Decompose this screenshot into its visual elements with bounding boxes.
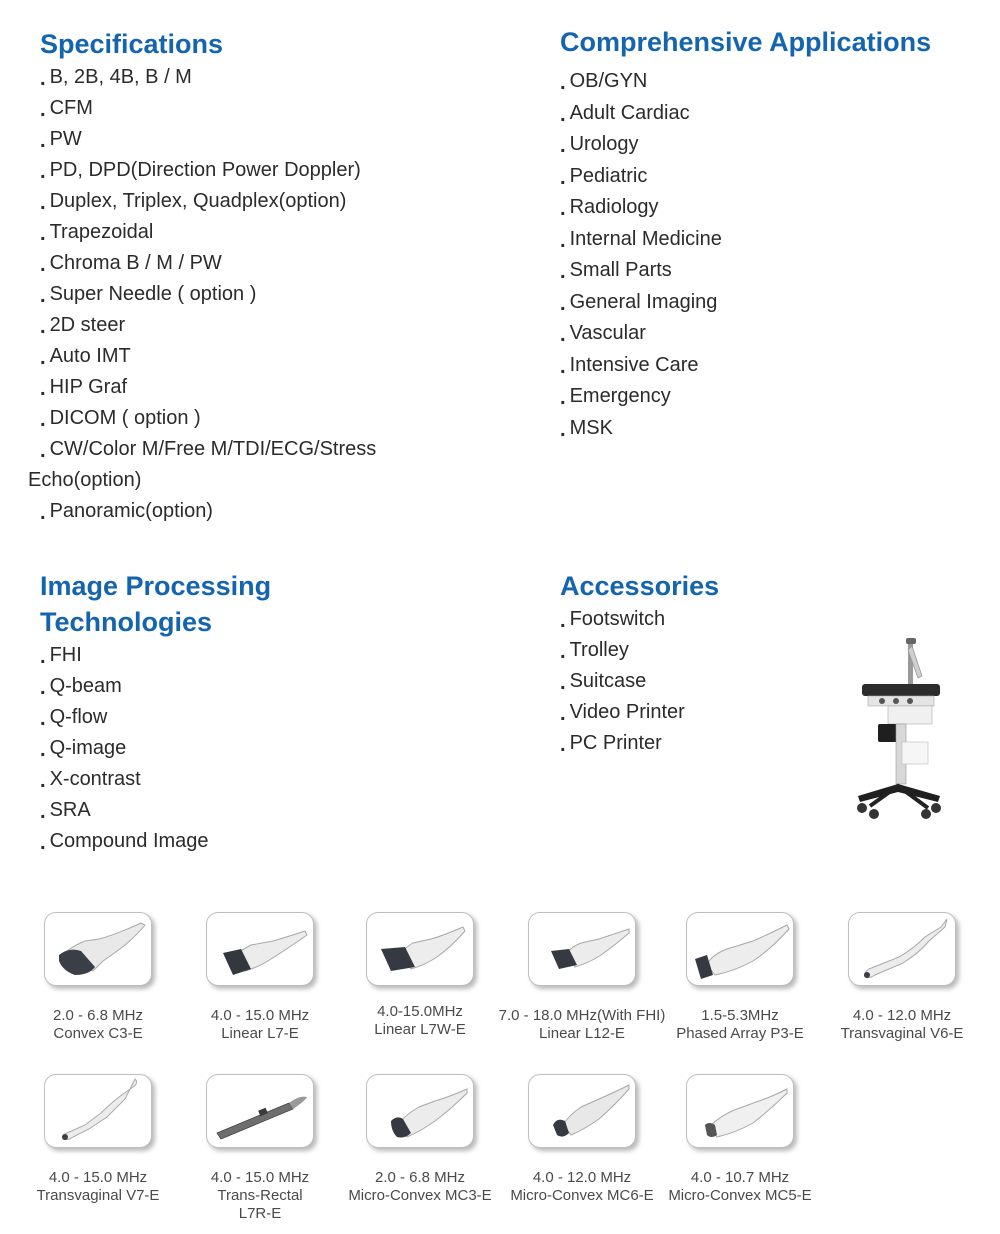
linear-wide-probe-icon bbox=[366, 912, 474, 986]
probe-name: Linear L7W-E bbox=[374, 1021, 466, 1038]
list-item: . Intensive Care bbox=[560, 353, 699, 378]
list-item: . SRA bbox=[40, 799, 91, 823]
probe-card bbox=[335, 1074, 505, 1205]
convex-probe-icon bbox=[44, 912, 152, 986]
list-item: . Vascular bbox=[560, 322, 646, 346]
probe-name: Linear L7-E bbox=[221, 1025, 299, 1042]
applications-section bbox=[560, 24, 980, 444]
specifications-list bbox=[28, 62, 510, 527]
probe-name: Linear L12-E bbox=[539, 1025, 625, 1042]
list-item: . Adult Cardiac bbox=[560, 101, 690, 126]
probe-name: Transvaginal V7-E bbox=[36, 1187, 160, 1204]
micro-convex-probe-icon bbox=[528, 1074, 636, 1148]
transvaginal-probe-icon bbox=[44, 1074, 152, 1148]
probe-frequency: 4.0 - 12.0 MHz bbox=[852, 1007, 952, 1024]
probe-frequency: 2.0 - 6.8 MHz bbox=[52, 1007, 144, 1024]
list-item: . Trapezoidal bbox=[40, 221, 154, 245]
list-item: . Urology bbox=[560, 133, 639, 157]
list-item-continuation: Echo(option) bbox=[28, 469, 142, 491]
probe-card bbox=[497, 1074, 667, 1205]
accessories-title: Accessories bbox=[560, 571, 720, 601]
list-item: . OB/GYN bbox=[560, 70, 648, 94]
list-item: . Suitcase bbox=[560, 670, 647, 694]
list-item: . Chroma B / M / PW bbox=[40, 252, 222, 276]
phased-array-probe-icon bbox=[686, 912, 794, 986]
list-item: . MSK bbox=[560, 416, 613, 441]
list-item: . B, 2B, 4B, B / M bbox=[40, 66, 192, 90]
list-item: . Duplex, Triplex, Quadplex(option) bbox=[40, 190, 347, 214]
list-item: . Video Printer bbox=[560, 701, 685, 725]
probe-name: Phased Array P3-E bbox=[676, 1025, 804, 1042]
probe-frequency: 1.5-5.3MHz bbox=[701, 1007, 779, 1024]
probe-card bbox=[655, 1074, 825, 1205]
image-processing-list bbox=[40, 640, 510, 857]
micro-convex-probe-icon bbox=[366, 1074, 474, 1148]
list-item: . Radiology bbox=[560, 196, 659, 220]
list-item: . PC Printer bbox=[560, 732, 662, 756]
image-processing-title bbox=[40, 568, 510, 640]
image-processing-title-line1: Image Processing bbox=[40, 571, 272, 601]
specifications-title: Specifications bbox=[40, 29, 224, 59]
list-item: . Small Parts bbox=[560, 259, 672, 283]
list-item: . Footswitch bbox=[560, 608, 666, 632]
list-item: . Q-flow bbox=[40, 706, 108, 730]
probe-name: Micro-Convex MC6-E bbox=[510, 1187, 654, 1204]
list-item: . PW bbox=[40, 128, 82, 152]
list-item: . DICOM ( option ) bbox=[40, 407, 201, 431]
probe-name-line2: L7R-E bbox=[238, 1205, 282, 1222]
probe-frequency: 4.0-15.0MHz bbox=[377, 1003, 463, 1020]
specifications-section bbox=[28, 26, 510, 527]
probe-card bbox=[335, 912, 505, 1039]
transrectal-probe-icon bbox=[206, 1074, 314, 1148]
probe-name: Convex C3-E bbox=[53, 1025, 143, 1042]
probe-frequency: 4.0 - 15.0 MHz bbox=[48, 1169, 148, 1186]
probe-frequency: 4.0 - 15.0 MHz bbox=[210, 1169, 310, 1186]
list-item: . Q-image bbox=[40, 737, 127, 761]
probe-name: Micro-Convex MC5-E bbox=[668, 1187, 812, 1204]
list-item: . Compound Image bbox=[40, 830, 209, 854]
probe-frequency: 4.0 - 10.7 MHz bbox=[690, 1169, 790, 1186]
list-item: . HIP Graf bbox=[40, 376, 127, 400]
linear-probe-icon bbox=[528, 912, 636, 986]
probe-name: Micro-Convex MC3-E bbox=[348, 1187, 492, 1204]
list-item: . Super Needle ( option ) bbox=[40, 283, 257, 307]
list-item: . CW/Color M/Free M/TDI/ECG/Stress Echo(option) bbox=[40, 434, 510, 496]
list-item: . Emergency bbox=[560, 385, 671, 409]
applications-title: Comprehensive Applications bbox=[560, 27, 932, 57]
list-item: . General Imaging bbox=[560, 290, 718, 315]
list-item: . Trolley bbox=[560, 639, 629, 663]
transvaginal-probe-icon bbox=[848, 912, 956, 986]
list-item: . X-contrast bbox=[40, 768, 141, 792]
probe-card bbox=[497, 912, 667, 1043]
list-item: . FHI bbox=[40, 644, 82, 668]
probe-frequency: 7.0 - 18.0 MHz(With FHI) bbox=[498, 1007, 666, 1024]
probe-card bbox=[13, 912, 183, 1043]
probe-name: Trans-Rectal bbox=[217, 1187, 303, 1204]
list-item: . CFM bbox=[40, 97, 93, 121]
probe-card bbox=[175, 912, 345, 1043]
probe-card bbox=[13, 1074, 183, 1205]
trolley-icon bbox=[848, 636, 948, 822]
probe-name: Transvaginal V6-E bbox=[840, 1025, 964, 1042]
list-item: . Panoramic(option) bbox=[40, 500, 213, 524]
probe-card bbox=[817, 912, 987, 1043]
list-item: . Internal Medicine bbox=[560, 227, 722, 252]
list-item: . Pediatric bbox=[560, 164, 648, 189]
list-item: . Auto IMT bbox=[40, 345, 131, 369]
probe-frequency: 2.0 - 6.8 MHz bbox=[374, 1169, 466, 1186]
probe-frequency: 4.0 - 15.0 MHz bbox=[210, 1007, 310, 1024]
list-item: . Q-beam bbox=[40, 675, 122, 699]
linear-probe-icon bbox=[206, 912, 314, 986]
applications-list bbox=[560, 66, 980, 444]
list-item: . PD, DPD(Direction Power Doppler) bbox=[40, 159, 361, 183]
probe-card bbox=[655, 912, 825, 1043]
list-item: . 2D steer bbox=[40, 314, 126, 338]
probe-card bbox=[175, 1074, 345, 1223]
micro-convex-probe-icon bbox=[686, 1074, 794, 1148]
image-processing-title-line2: Technologies bbox=[40, 607, 213, 637]
probe-frequency: 4.0 - 12.0 MHz bbox=[532, 1169, 632, 1186]
image-processing-section bbox=[40, 568, 510, 857]
